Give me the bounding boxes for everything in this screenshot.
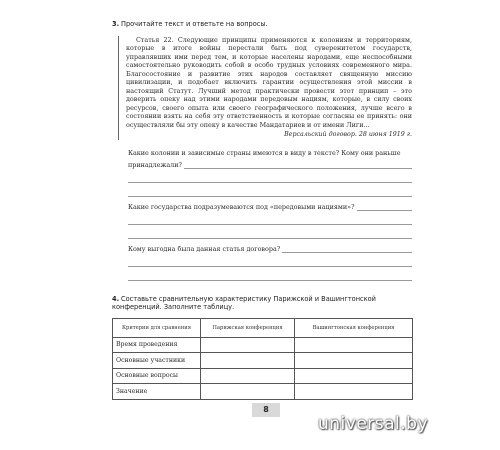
question-3 — [128, 245, 412, 281]
task-3-heading — [112, 20, 412, 29]
row-label: Значение — [113, 384, 201, 400]
row-label: Время проведения — [113, 337, 201, 353]
answer-line-1b[interactable] — [128, 169, 412, 183]
answer-line-1c[interactable] — [128, 183, 412, 197]
comparison-table — [112, 318, 413, 400]
question-1-row — [128, 149, 412, 157]
task-4-number: 4. — [112, 294, 120, 303]
answer-line-2a[interactable] — [357, 203, 413, 211]
table-cell-washington[interactable] — [295, 368, 413, 384]
question-2-text: Какие государства подразумеваются под «передовыми нациями»? — [128, 202, 355, 211]
answer-line-3c[interactable] — [128, 267, 412, 281]
workbook-page — [112, 20, 412, 425]
question-3-row — [128, 245, 412, 253]
header-paris: Парижская конференция — [201, 318, 295, 337]
table-cell-washington[interactable] — [295, 353, 413, 369]
answer-line-3b[interactable] — [128, 253, 412, 267]
table-header-row — [113, 318, 413, 337]
quote-text: Статья 22. Следующие принципы применяются к колониям и территориям, которые в итоге войны перестали быть под суверенитетом государств, управлявших ими перед тем, и которые населены народами, еще неспособными самостоятельно руководить собой в особо трудных условиях современного мира. Благосостояние и развитие этих народов составляет священную миссию цивилизации, и подобает включить гарантии осуществления этой миссии в настоящий Статут. Лучший метод практически провести этот принцип – это доверить опеку над этими народами передовым нациям, которые, в силу своих ресурсов, своего опыта или своего географического положения, лучше всего в состоянии взять на себя эту ответственность и которые согласны ее принять: они осуществляли бы эту опеку в качестве Мандатариев и от имени Лиги... — [126, 35, 412, 129]
question-2-row — [128, 203, 412, 211]
answer-line-3a[interactable] — [282, 245, 412, 253]
table-cell-washington[interactable] — [295, 384, 413, 400]
treaty-quote — [118, 36, 412, 140]
table-row — [113, 353, 413, 369]
question-1-text: Какие колонии и зависимые страны имеются в виду в тексте? Кому они раньше — [128, 148, 401, 157]
table-cell-washington[interactable] — [295, 337, 413, 353]
page-number: 8 — [252, 403, 280, 417]
table-row — [113, 368, 413, 384]
quote-source: Версальский договор. 28 июня 1919 г. — [284, 131, 412, 138]
task-4-heading — [112, 295, 412, 312]
task-3-instruction: Прочитайте текст и ответьте на вопросы. — [121, 20, 268, 28]
task-3-number: 3. — [112, 20, 120, 28]
header-criteria: Критерии для сравнения — [113, 318, 201, 337]
answer-line-2c[interactable] — [128, 225, 412, 239]
row-label: Основные участники — [113, 353, 201, 369]
table-cell-paris[interactable] — [201, 337, 295, 353]
header-washington: Вашингтонская конференция — [295, 318, 413, 337]
table-cell-paris[interactable] — [201, 353, 295, 369]
question-3-text: Кому выгодна была данная статья договора? — [128, 244, 281, 253]
question-1-continuation — [128, 157, 412, 169]
watermark: universal.by — [318, 414, 429, 434]
question-2 — [128, 203, 412, 239]
row-label: Основные вопросы — [113, 368, 201, 384]
answer-line-1a[interactable] — [184, 161, 412, 169]
table-row — [113, 384, 413, 400]
answer-line-2b[interactable] — [128, 211, 412, 225]
table-row — [113, 337, 413, 353]
table-cell-paris[interactable] — [201, 368, 295, 384]
question-1 — [128, 149, 412, 197]
table-cell-paris[interactable] — [201, 384, 295, 400]
question-1-text-2: принадлежали? — [128, 160, 182, 169]
task-4-instruction: Составьте сравнительную характеристику Парижской и Вашингтонской конференций. Заполните таблицу. — [112, 294, 376, 311]
